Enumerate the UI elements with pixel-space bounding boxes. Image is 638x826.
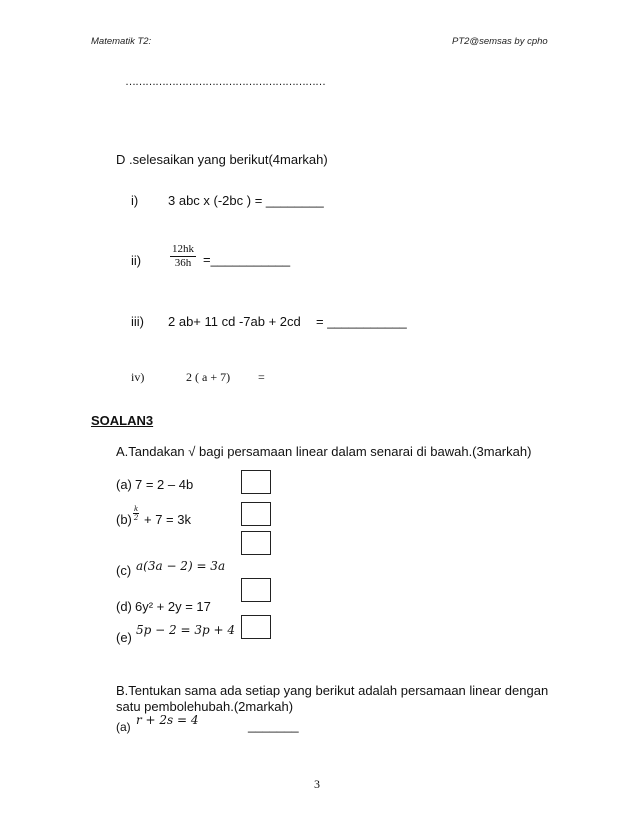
fraction-denominator: 2	[133, 514, 139, 522]
part-a-item-c-expr: a(3a − 2) = 3a	[136, 559, 226, 573]
item-d-ii-label: ii)	[131, 253, 142, 268]
item-d-i-label: i)	[131, 193, 139, 208]
answer-checkbox-e[interactable]	[241, 615, 271, 639]
fraction-denominator: 36h	[174, 257, 192, 269]
item-d-iv-expr: 2 ( a + 7)	[186, 370, 231, 384]
answer-checkbox-c[interactable]	[241, 531, 271, 555]
part-a-item-d-expr: 6y² + 2y = 17	[135, 599, 211, 614]
header-right: PT2@semsas by cpho	[452, 36, 548, 47]
answer-checkbox-a[interactable]	[241, 470, 271, 494]
part-b-item-a-answer-blank: _______	[248, 718, 299, 733]
item-d-iv-label: iv)	[131, 370, 145, 384]
part-a-item-e-expr: 5p − 2 = 3p + 4	[136, 623, 235, 637]
part-b-item-a-label: (a)	[116, 720, 131, 734]
page-number: 3	[314, 777, 320, 791]
soalan3-heading: SOALAN3	[91, 413, 154, 428]
item-d-iii-expr: 2 ab+ 11 cd -7ab + 2cd	[168, 314, 301, 329]
header-left: Matematik T2:	[91, 36, 152, 47]
item-d-iv-equals: =	[258, 370, 265, 384]
answer-checkbox-d[interactable]	[241, 578, 271, 602]
part-b-item-a-expr: r + 2s = 4	[136, 713, 199, 727]
part-a-item-e-label: (e)	[116, 630, 132, 645]
item-d-iii-label: iii)	[131, 314, 144, 329]
answer-checkbox-b[interactable]	[241, 502, 271, 526]
part-a-item-d-label: (d)	[116, 599, 132, 614]
item-d-i-expr: 3 abc x (-2bc ) = ________	[168, 193, 324, 208]
item-d-ii-fraction	[170, 243, 196, 270]
part-b-title-line1: B.Tentukan sama ada setiap yang berikut adalah persamaan linear dengan	[116, 683, 549, 698]
part-a-title: A.Tandakan √ bagi persamaan linear dalam senarai di bawah.(3markah)	[116, 444, 532, 459]
fraction-numerator: k	[134, 505, 139, 513]
fraction-numerator: 12hk	[172, 243, 194, 255]
part-a-item-c-label: (c)	[116, 563, 132, 578]
dotted-answer-line: ……………………………………………………	[125, 76, 325, 88]
item-d-ii-answer-blank: =___________	[203, 252, 291, 267]
item-d-iii-answer-blank: = ___________	[316, 314, 407, 329]
part-b-title-line2: satu pembolehubah.(2markah)	[116, 699, 294, 714]
part-a-item-b-label: (b)	[116, 512, 132, 527]
part-a-item-a-expr: 7 = 2 – 4b	[135, 477, 194, 492]
part-a-item-b-fraction	[133, 505, 139, 522]
part-a-item-a-label: (a)	[116, 477, 132, 492]
part-a-item-b-expr: + 7 = 3k	[144, 512, 191, 527]
section-d-title: D .selesaikan yang berikut(4markah)	[116, 152, 328, 167]
